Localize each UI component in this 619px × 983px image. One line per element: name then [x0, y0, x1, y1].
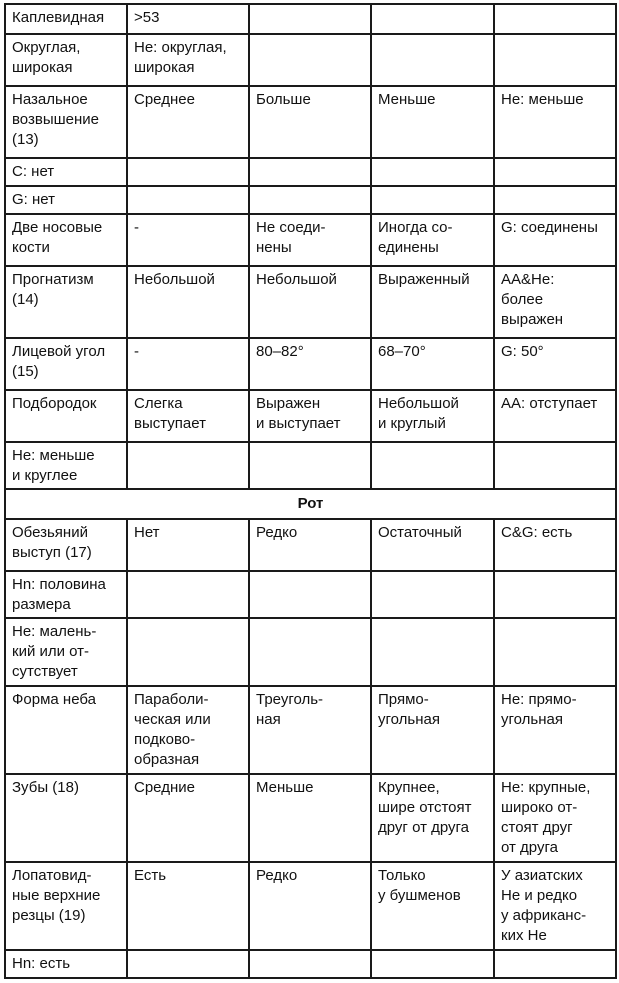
table-cell [494, 34, 616, 86]
table-cell [249, 158, 371, 186]
table-row [5, 686, 616, 774]
table-cell [494, 950, 616, 978]
comparison-table [4, 3, 617, 979]
table-cell: - [127, 338, 249, 390]
table-cell: Небольшой [249, 266, 371, 338]
table-row [5, 186, 616, 214]
table-row [5, 86, 616, 158]
table-cell: АА: отступает [494, 390, 616, 442]
table-cell: Не соеди- нены [249, 214, 371, 266]
table-row [5, 214, 616, 266]
table-cell [494, 186, 616, 214]
table-cell: Редко [249, 519, 371, 571]
table-cell: Не: крупные, широко от- стоят друг от друга [494, 774, 616, 862]
table-cell: 80–82° [249, 338, 371, 390]
table-cell [371, 158, 494, 186]
table-cell: Hn: есть [5, 950, 127, 978]
table-cell [494, 158, 616, 186]
table-cell: G: 50° [494, 338, 616, 390]
table-cell: Прямо- угольная [371, 686, 494, 774]
table-cell: - [127, 214, 249, 266]
table-row [5, 34, 616, 86]
table-row [5, 862, 616, 950]
table-cell [249, 34, 371, 86]
table-row [5, 158, 616, 186]
table-cell: Слегка выступает [127, 390, 249, 442]
table-cell: AA&He: более выражен [494, 266, 616, 338]
table-cell: Каплевидная [5, 4, 127, 34]
table-cell [127, 571, 249, 618]
table-cell [494, 4, 616, 34]
table-cell: Средние [127, 774, 249, 862]
table-cell: Есть [127, 862, 249, 950]
table-cell: Нет [127, 519, 249, 571]
table-cell: Не: меньше и круглее [5, 442, 127, 489]
section-row [5, 489, 616, 519]
table-cell: Крупнее, шире отстоят друг от друга [371, 774, 494, 862]
table-cell: Обезьяний выступ (17) [5, 519, 127, 571]
table-cell: С: нет [5, 158, 127, 186]
table-cell [249, 618, 371, 686]
table-row [5, 519, 616, 571]
table-cell: Назальное возвышение (13) [5, 86, 127, 158]
table-cell [127, 950, 249, 978]
table-cell: >53 [127, 4, 249, 34]
table-cell: G: нет [5, 186, 127, 214]
table-cell [249, 950, 371, 978]
table-cell: Не: меньше [494, 86, 616, 158]
table-cell: Небольшой [127, 266, 249, 338]
table-cell [371, 571, 494, 618]
table-cell: У азиатских Не и редко у африканс- ких Не [494, 862, 616, 950]
table-cell [371, 442, 494, 489]
table-cell: Лицевой угол (15) [5, 338, 127, 390]
table-cell: Подбородок [5, 390, 127, 442]
table-cell: Лопатовид- ные верхние резцы (19) [5, 862, 127, 950]
table-cell [494, 618, 616, 686]
table-row [5, 390, 616, 442]
table-cell: Hn: половина размера [5, 571, 127, 618]
table-cell [249, 4, 371, 34]
table-cell [249, 186, 371, 214]
table-cell [371, 4, 494, 34]
table-cell [127, 186, 249, 214]
table-row [5, 774, 616, 862]
table-cell [371, 34, 494, 86]
table-body [5, 4, 616, 978]
table-cell [249, 442, 371, 489]
table-cell: Небольшой и круглый [371, 390, 494, 442]
table-cell: Не: округлая, широкая [127, 34, 249, 86]
table-cell: Редко [249, 862, 371, 950]
table-cell: 68–70° [371, 338, 494, 390]
table-cell: Две носовые кости [5, 214, 127, 266]
table-cell: Выраженный [371, 266, 494, 338]
table-cell [249, 571, 371, 618]
table-cell: Больше [249, 86, 371, 158]
section-heading: Рот [5, 489, 616, 519]
table-cell [127, 442, 249, 489]
table-cell [371, 618, 494, 686]
table-cell: Округлая, широкая [5, 34, 127, 86]
table-cell: Зубы (18) [5, 774, 127, 862]
table-cell: Прогнатизм (14) [5, 266, 127, 338]
table-cell: Форма неба [5, 686, 127, 774]
table-cell [371, 950, 494, 978]
table-cell [127, 618, 249, 686]
table-cell [494, 442, 616, 489]
table-row [5, 4, 616, 34]
table-cell [371, 186, 494, 214]
table-cell: Среднее [127, 86, 249, 158]
table-cell: Треуголь- ная [249, 686, 371, 774]
table-cell: Меньше [371, 86, 494, 158]
table-cell: Остаточный [371, 519, 494, 571]
table-row [5, 571, 616, 618]
table-cell: G: соединены [494, 214, 616, 266]
table-cell: Выражен и выступает [249, 390, 371, 442]
table-cell: Не: малень- кий или от- сутствует [5, 618, 127, 686]
table-cell [494, 571, 616, 618]
table-cell: C&G: есть [494, 519, 616, 571]
table-row [5, 338, 616, 390]
table-row [5, 266, 616, 338]
table-cell: Не: прямо- угольная [494, 686, 616, 774]
table-row [5, 618, 616, 686]
table-cell: Только у бушменов [371, 862, 494, 950]
table-row [5, 442, 616, 489]
table-cell: Параболи- ческая или подково- образная [127, 686, 249, 774]
table-cell [127, 158, 249, 186]
table-cell: Меньше [249, 774, 371, 862]
table-row [5, 950, 616, 978]
table-cell: Иногда со- единены [371, 214, 494, 266]
